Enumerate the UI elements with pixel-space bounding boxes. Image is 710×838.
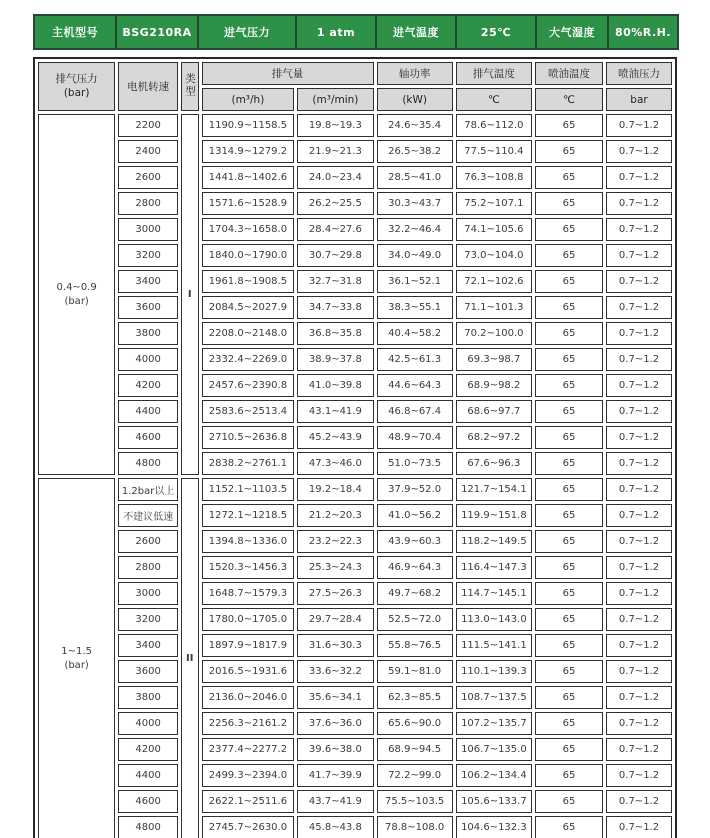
cell-oil-temp: 65 [535, 764, 603, 787]
table-row [38, 556, 672, 579]
cell-speed: 4800 [118, 452, 178, 475]
cell-flow-m3min: 29.7~28.4 [297, 608, 373, 631]
cell-oil-temp: 65 [535, 504, 603, 527]
cell-discharge-temp: 104.6~132.3 [456, 816, 532, 838]
cell-oil-pressure: 0.7~1.2 [606, 686, 672, 709]
cell-flow-m3h: 2332.4~2269.0 [202, 348, 295, 371]
cell-discharge-temp: 67.6~96.3 [456, 452, 532, 475]
inlet-pressure-label: 进气压力 [198, 15, 296, 49]
table-row [38, 400, 672, 423]
table-row [38, 582, 672, 605]
cell-discharge-temp: 111.5~141.1 [456, 634, 532, 657]
cell-oil-temp: 65 [535, 244, 603, 267]
section-type-cell: II [181, 478, 199, 838]
cell-flow-m3min: 27.5~26.3 [297, 582, 373, 605]
cell-oil-pressure: 0.7~1.2 [606, 426, 672, 449]
table-row [38, 686, 672, 709]
cell-shaft-power: 75.5~103.5 [377, 790, 453, 813]
table-row [38, 218, 672, 241]
cell-oil-pressure: 0.7~1.2 [606, 270, 672, 293]
cell-discharge-temp: 114.7~145.1 [456, 582, 532, 605]
cell-discharge-temp: 68.9~98.2 [456, 374, 532, 397]
section-type-cell: I [181, 114, 199, 475]
table-row [38, 348, 672, 371]
cell-oil-temp: 65 [535, 400, 603, 423]
cell-speed: 4400 [118, 764, 178, 787]
column-header-row-1 [38, 62, 672, 85]
cell-discharge-temp: 116.4~147.3 [456, 556, 532, 579]
table-row [38, 114, 672, 137]
col-header-discharge-pressure [38, 62, 115, 111]
cell-speed: 3600 [118, 660, 178, 683]
humidity-label: 大气湿度 [536, 15, 608, 49]
cell-shaft-power: 28.5~41.0 [377, 166, 453, 189]
cell-speed: 3800 [118, 686, 178, 709]
cell-oil-pressure: 0.7~1.2 [606, 660, 672, 683]
cell-oil-temp: 65 [535, 686, 603, 709]
cell-flow-m3h: 2838.2~2761.1 [202, 452, 295, 475]
cell-speed: 4400 [118, 400, 178, 423]
cell-flow-m3h: 1961.8~1908.5 [202, 270, 295, 293]
col-header-shaft-power: 轴功率 [377, 62, 453, 85]
cell-flow-m3h: 1840.0~1790.0 [202, 244, 295, 267]
table-row [38, 452, 672, 475]
cell-discharge-temp: 70.2~100.0 [456, 322, 532, 345]
cell-shaft-power: 40.4~58.2 [377, 322, 453, 345]
col-header-oil-temp-unit: ℃ [535, 88, 603, 111]
cell-flow-m3min: 25.3~24.3 [297, 556, 373, 579]
cell-speed: 1.2bar以上 [118, 478, 178, 501]
cell-shaft-power: 37.9~52.0 [377, 478, 453, 501]
cell-oil-temp: 65 [535, 634, 603, 657]
cell-flow-m3h: 1520.3~1456.3 [202, 556, 295, 579]
section-pressure-cell [38, 114, 115, 475]
table-row [38, 140, 672, 163]
cell-discharge-temp: 108.7~137.5 [456, 686, 532, 709]
cell-speed: 3200 [118, 608, 178, 631]
cell-oil-pressure: 0.7~1.2 [606, 478, 672, 501]
cell-discharge-temp: 121.7~154.1 [456, 478, 532, 501]
cell-flow-m3h: 2583.6~2513.4 [202, 400, 295, 423]
cell-speed: 3200 [118, 244, 178, 267]
cell-shaft-power: 65.6~90.0 [377, 712, 453, 735]
cell-flow-m3min: 19.2~18.4 [297, 478, 373, 501]
cell-flow-m3min: 35.6~34.1 [297, 686, 373, 709]
cell-shaft-power: 26.5~38.2 [377, 140, 453, 163]
cell-speed: 4200 [118, 738, 178, 761]
table-row [38, 244, 672, 267]
cell-oil-temp: 65 [535, 790, 603, 813]
cell-shaft-power: 48.9~70.4 [377, 426, 453, 449]
col-header-oil-temp: 喷油温度 [535, 62, 603, 85]
spec-table-body [38, 114, 672, 838]
table-row [38, 374, 672, 397]
cell-oil-temp: 65 [535, 426, 603, 449]
cell-oil-pressure: 0.7~1.2 [606, 296, 672, 319]
cell-discharge-temp: 106.2~134.4 [456, 764, 532, 787]
section-pressure-value: 0.4~0.9 [56, 281, 97, 293]
cell-shaft-power: 49.7~68.2 [377, 582, 453, 605]
table-row [38, 790, 672, 813]
cell-discharge-temp: 113.0~143.0 [456, 608, 532, 631]
col-header-discharge-pressure-label: 排气压力 [55, 73, 98, 86]
cell-shaft-power: 72.2~99.0 [377, 764, 453, 787]
cell-shaft-power: 68.9~94.5 [377, 738, 453, 761]
cell-oil-temp: 65 [535, 296, 603, 319]
cell-speed: 2600 [118, 166, 178, 189]
cell-oil-pressure: 0.7~1.2 [606, 140, 672, 163]
cell-oil-pressure: 0.7~1.2 [606, 556, 672, 579]
cell-discharge-temp: 105.6~133.7 [456, 790, 532, 813]
cell-oil-pressure: 0.7~1.2 [606, 114, 672, 137]
cell-flow-m3h: 1780.0~1705.0 [202, 608, 295, 631]
top-header-row [34, 15, 678, 49]
cell-flow-m3h: 2710.5~2636.8 [202, 426, 295, 449]
cell-discharge-temp: 77.5~110.4 [456, 140, 532, 163]
cell-oil-pressure: 0.7~1.2 [606, 348, 672, 371]
cell-flow-m3min: 33.6~32.2 [297, 660, 373, 683]
table-row [38, 478, 672, 501]
cell-oil-pressure: 0.7~1.2 [606, 790, 672, 813]
host-model-value: BSG210RA [116, 15, 198, 49]
cell-flow-m3min: 24.0~23.4 [297, 166, 373, 189]
cell-discharge-temp: 107.2~135.7 [456, 712, 532, 735]
section-pressure-unit: (bar) [64, 295, 89, 307]
cell-shaft-power: 46.8~67.4 [377, 400, 453, 423]
cell-speed: 2800 [118, 556, 178, 579]
cell-oil-temp: 65 [535, 816, 603, 838]
cell-flow-m3min: 19.8~19.3 [297, 114, 373, 137]
cell-oil-pressure: 0.7~1.2 [606, 634, 672, 657]
cell-discharge-temp: 78.6~112.0 [456, 114, 532, 137]
cell-oil-pressure: 0.7~1.2 [606, 374, 672, 397]
cell-oil-temp: 65 [535, 478, 603, 501]
spec-table [33, 57, 677, 838]
table-row [38, 712, 672, 735]
cell-flow-m3h: 1897.9~1817.9 [202, 634, 295, 657]
cell-shaft-power: 43.9~60.3 [377, 530, 453, 553]
col-header-flow-m3h-unit: (m³/h) [202, 88, 295, 111]
cell-flow-m3min: 30.7~29.8 [297, 244, 373, 267]
inlet-temp-value: 25℃ [456, 15, 536, 49]
cell-oil-temp: 65 [535, 218, 603, 241]
cell-oil-temp: 65 [535, 140, 603, 163]
cell-flow-m3min: 36.8~35.8 [297, 322, 373, 345]
cell-speed: 4600 [118, 426, 178, 449]
col-header-discharge-pressure-unit: (bar) [63, 86, 90, 99]
cell-discharge-temp: 106.7~135.0 [456, 738, 532, 761]
cell-oil-temp: 65 [535, 660, 603, 683]
cell-discharge-temp: 72.1~102.6 [456, 270, 532, 293]
cell-flow-m3h: 2016.5~1931.6 [202, 660, 295, 683]
cell-flow-m3h: 2084.5~2027.9 [202, 296, 295, 319]
table-row [38, 530, 672, 553]
section-pressure-unit: (bar) [64, 659, 89, 671]
table-row [38, 608, 672, 631]
cell-speed: 3000 [118, 582, 178, 605]
cell-discharge-temp: 74.1~105.6 [456, 218, 532, 241]
cell-flow-m3min: 28.4~27.6 [297, 218, 373, 241]
cell-flow-m3h: 2256.3~2161.2 [202, 712, 295, 735]
cell-flow-m3min: 43.1~41.9 [297, 400, 373, 423]
cell-speed: 不建议低速 [118, 504, 178, 527]
cell-discharge-temp: 118.2~149.5 [456, 530, 532, 553]
cell-discharge-temp: 76.3~108.8 [456, 166, 532, 189]
cell-shaft-power: 36.1~52.1 [377, 270, 453, 293]
cell-oil-temp: 65 [535, 270, 603, 293]
cell-speed: 2400 [118, 140, 178, 163]
humidity-value: 80%R.H. [608, 15, 678, 49]
col-header-oil-pressure: 喷油压力 [606, 62, 672, 85]
table-row [38, 738, 672, 761]
cell-speed: 3600 [118, 296, 178, 319]
cell-oil-temp: 65 [535, 608, 603, 631]
cell-oil-pressure: 0.7~1.2 [606, 400, 672, 423]
host-model-label: 主机型号 [34, 15, 116, 49]
cell-oil-temp: 65 [535, 712, 603, 735]
cell-oil-pressure: 0.7~1.2 [606, 712, 672, 735]
cell-oil-pressure: 0.7~1.2 [606, 764, 672, 787]
col-header-oil-pressure-unit: bar [606, 88, 672, 111]
inlet-pressure-value: 1 atm [296, 15, 376, 49]
cell-oil-temp: 65 [535, 374, 603, 397]
cell-oil-pressure: 0.7~1.2 [606, 530, 672, 553]
col-header-discharge-temp-unit: ℃ [456, 88, 532, 111]
cell-shaft-power: 30.3~43.7 [377, 192, 453, 215]
cell-flow-m3h: 1441.8~1402.6 [202, 166, 295, 189]
cell-flow-m3min: 23.2~22.3 [297, 530, 373, 553]
cell-flow-m3h: 2499.3~2394.0 [202, 764, 295, 787]
cell-flow-m3min: 43.7~41.9 [297, 790, 373, 813]
cell-flow-m3h: 2208.0~2148.0 [202, 322, 295, 345]
cell-shaft-power: 32.2~46.4 [377, 218, 453, 241]
cell-speed: 3400 [118, 634, 178, 657]
cell-flow-m3h: 2457.6~2390.8 [202, 374, 295, 397]
cell-speed: 4800 [118, 816, 178, 838]
cell-shaft-power: 62.3~85.5 [377, 686, 453, 709]
cell-discharge-temp: 119.9~151.8 [456, 504, 532, 527]
cell-shaft-power: 52.5~72.0 [377, 608, 453, 631]
cell-flow-m3h: 2622.1~2511.6 [202, 790, 295, 813]
table-row [38, 296, 672, 319]
cell-oil-pressure: 0.7~1.2 [606, 608, 672, 631]
col-header-flow-m3min-unit: (m³/min) [297, 88, 373, 111]
col-header-flow: 排气量 [202, 62, 374, 85]
cell-speed: 3000 [118, 218, 178, 241]
table-row [38, 764, 672, 787]
cell-oil-temp: 65 [535, 452, 603, 475]
cell-shaft-power: 34.0~49.0 [377, 244, 453, 267]
table-row [38, 426, 672, 449]
cell-shaft-power: 44.6~64.3 [377, 374, 453, 397]
cell-speed: 4000 [118, 348, 178, 371]
cell-speed: 2600 [118, 530, 178, 553]
cell-oil-pressure: 0.7~1.2 [606, 504, 672, 527]
cell-discharge-temp: 69.3~98.7 [456, 348, 532, 371]
cell-shaft-power: 46.9~64.3 [377, 556, 453, 579]
section-pressure-cell [38, 478, 115, 838]
cell-flow-m3h: 1152.1~1103.5 [202, 478, 295, 501]
cell-shaft-power: 78.8~108.0 [377, 816, 453, 838]
cell-shaft-power: 59.1~81.0 [377, 660, 453, 683]
cell-flow-m3min: 21.9~21.3 [297, 140, 373, 163]
cell-shaft-power: 42.5~61.3 [377, 348, 453, 371]
cell-discharge-temp: 68.6~97.7 [456, 400, 532, 423]
cell-speed: 3800 [118, 322, 178, 345]
cell-flow-m3h: 1314.9~1279.2 [202, 140, 295, 163]
cell-shaft-power: 24.6~35.4 [377, 114, 453, 137]
table-row [38, 816, 672, 838]
cell-flow-m3h: 1704.3~1658.0 [202, 218, 295, 241]
section-pressure-value: 1~1.5 [61, 645, 92, 657]
cell-discharge-temp: 110.1~139.3 [456, 660, 532, 683]
col-header-discharge-temp: 排气温度 [456, 62, 532, 85]
cell-speed: 3400 [118, 270, 178, 293]
cell-oil-pressure: 0.7~1.2 [606, 452, 672, 475]
cell-speed: 2800 [118, 192, 178, 215]
inlet-temp-label: 进气温度 [376, 15, 456, 49]
cell-speed: 2200 [118, 114, 178, 137]
table-row [38, 270, 672, 293]
cell-flow-m3min: 38.9~37.8 [297, 348, 373, 371]
cell-oil-temp: 65 [535, 322, 603, 345]
cell-oil-pressure: 0.7~1.2 [606, 218, 672, 241]
cell-flow-m3h: 1272.1~1218.5 [202, 504, 295, 527]
table-row [38, 504, 672, 527]
cell-oil-pressure: 0.7~1.2 [606, 816, 672, 838]
top-header-table [33, 14, 679, 50]
cell-oil-temp: 65 [535, 556, 603, 579]
cell-flow-m3h: 1571.6~1528.9 [202, 192, 295, 215]
cell-flow-m3h: 1394.8~1336.0 [202, 530, 295, 553]
cell-shaft-power: 38.3~55.1 [377, 296, 453, 319]
cell-oil-pressure: 0.7~1.2 [606, 166, 672, 189]
cell-shaft-power: 55.8~76.5 [377, 634, 453, 657]
col-header-type-label: 类型 [184, 72, 197, 98]
table-row [38, 660, 672, 683]
cell-flow-m3h: 2136.0~2046.0 [202, 686, 295, 709]
cell-speed: 4600 [118, 790, 178, 813]
cell-discharge-temp: 68.2~97.2 [456, 426, 532, 449]
cell-oil-pressure: 0.7~1.2 [606, 322, 672, 345]
cell-flow-m3min: 41.0~39.8 [297, 374, 373, 397]
cell-discharge-temp: 73.0~104.0 [456, 244, 532, 267]
cell-flow-m3h: 2377.4~2277.2 [202, 738, 295, 761]
table-row [38, 166, 672, 189]
cell-oil-temp: 65 [535, 192, 603, 215]
cell-discharge-temp: 71.1~101.3 [456, 296, 532, 319]
cell-flow-m3min: 45.2~43.9 [297, 426, 373, 449]
cell-flow-m3h: 1190.9~1158.5 [202, 114, 295, 137]
cell-discharge-temp: 75.2~107.1 [456, 192, 532, 215]
cell-flow-m3min: 34.7~33.8 [297, 296, 373, 319]
cell-shaft-power: 51.0~73.5 [377, 452, 453, 475]
cell-oil-temp: 65 [535, 582, 603, 605]
cell-oil-temp: 65 [535, 166, 603, 189]
cell-speed: 4000 [118, 712, 178, 735]
cell-oil-pressure: 0.7~1.2 [606, 244, 672, 267]
col-header-motor-speed: 电机转速 [118, 62, 178, 111]
cell-oil-temp: 65 [535, 348, 603, 371]
cell-oil-temp: 65 [535, 738, 603, 761]
cell-oil-pressure: 0.7~1.2 [606, 192, 672, 215]
table-row [38, 192, 672, 215]
cell-oil-pressure: 0.7~1.2 [606, 738, 672, 761]
col-header-type [181, 62, 199, 111]
cell-oil-temp: 65 [535, 114, 603, 137]
cell-flow-m3h: 2745.7~2630.0 [202, 816, 295, 838]
cell-speed: 4200 [118, 374, 178, 397]
table-row [38, 634, 672, 657]
cell-oil-temp: 65 [535, 530, 603, 553]
table-row [38, 322, 672, 345]
cell-flow-m3min: 47.3~46.0 [297, 452, 373, 475]
cell-flow-m3min: 39.6~38.0 [297, 738, 373, 761]
cell-oil-pressure: 0.7~1.2 [606, 582, 672, 605]
cell-flow-m3min: 41.7~39.9 [297, 764, 373, 787]
cell-flow-m3min: 32.7~31.8 [297, 270, 373, 293]
cell-shaft-power: 41.0~56.2 [377, 504, 453, 527]
cell-flow-m3h: 1648.7~1579.3 [202, 582, 295, 605]
cell-flow-m3min: 45.8~43.8 [297, 816, 373, 838]
cell-flow-m3min: 21.2~20.3 [297, 504, 373, 527]
cell-flow-m3min: 31.6~30.3 [297, 634, 373, 657]
col-header-shaft-power-unit: (kW) [377, 88, 453, 111]
cell-flow-m3min: 37.6~36.0 [297, 712, 373, 735]
cell-flow-m3min: 26.2~25.5 [297, 192, 373, 215]
